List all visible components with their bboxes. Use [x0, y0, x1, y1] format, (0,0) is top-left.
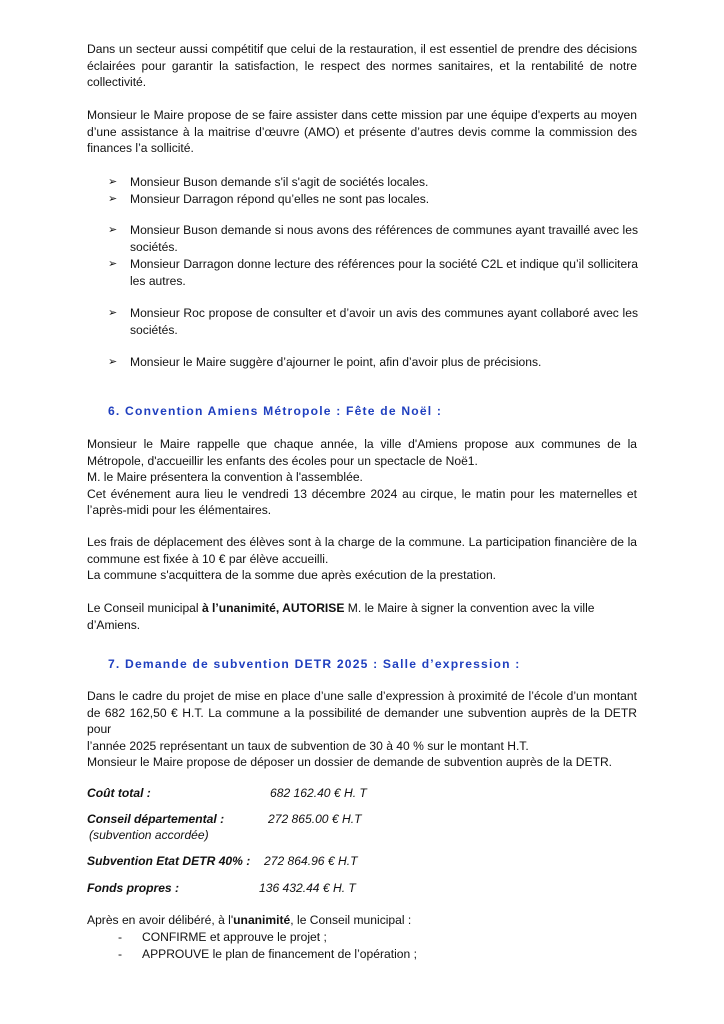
- discussion-bullet: [108, 191, 638, 208]
- financing-sublabel: (subvention accordée): [89, 828, 209, 842]
- discussion-bullet: [108, 354, 638, 371]
- text-line: l’année 2025 représentant un taux de subvention de 30 à 40 % sur le montant H.T.: [87, 738, 529, 753]
- text-line: d’une assistance à la maitrise d’œuvre (AMO) et présente d’autres devis comme la commission des: [87, 124, 637, 139]
- bullet-text: sociétés.: [130, 322, 178, 337]
- intro-paragraph-2: [87, 107, 637, 157]
- section-6-paragraph-1: [87, 436, 637, 519]
- text-line: Les frais de déplacement des élèves sont à la charge de la commune. La participation financière de la: [87, 535, 637, 549]
- arrowhead-bullet-icon: ➢: [108, 307, 118, 319]
- text-line: commune est fixée à 10 € par élève accueilli.: [87, 551, 329, 566]
- section-6-paragraph-2: [87, 534, 637, 584]
- bullet-text: Monsieur Roc propose de consulter et d’avoir un avis des communes ayant collaboré avec les: [130, 306, 638, 320]
- closing-text: , le Conseil municipal :: [290, 913, 412, 927]
- action-text: CONFIRME et approuve le projet ;: [142, 930, 327, 944]
- closing-text: Après en avoir délibéré, à l': [87, 913, 234, 927]
- bullet-text: Monsieur Darragon donne lecture des références pour la société C2L et indique qu’il sollicitera: [130, 257, 638, 271]
- bullet-text: sociétés.: [130, 239, 178, 254]
- decision-text: Le Conseil municipal: [87, 601, 202, 615]
- section-6-heading: 6. Convention Amiens Métropole : Fête de Noël :: [108, 404, 443, 418]
- text-line: Dans un secteur aussi compétitif que celui de la restauration, il est essentiel de prendre des décisions: [87, 42, 637, 56]
- section-6-decision: [87, 600, 637, 633]
- financing-label: Conseil départemental :: [87, 812, 225, 826]
- bullet-text: Monsieur Buson demande s'il s'agit de sociétés locales.: [130, 175, 429, 189]
- discussion-bullet: [108, 305, 638, 338]
- text-line: Dans le cadre du projet de mise en place d’une salle d’expression à proximité de l’école d’un montant: [87, 689, 637, 703]
- section-7-paragraph-1: [87, 688, 637, 754]
- text-line: l’après-midi pour les élémentaires.: [87, 503, 272, 517]
- text-line: La commune s'acquittera de la somme due après exécution de la prestation.: [87, 568, 497, 582]
- arrowhead-bullet-icon: ➢: [108, 224, 118, 236]
- decision-bold: à l’unanimité, AUTORISE: [201, 601, 345, 615]
- discussion-bullet: [108, 256, 638, 289]
- bullet-text: les autres.: [130, 273, 186, 288]
- discussion-bullet: [108, 222, 638, 255]
- arrowhead-bullet-icon: ➢: [108, 356, 118, 368]
- bullet-text: Monsieur Darragon répond qu’elles ne sont pas locales.: [130, 192, 430, 206]
- financing-label: Coût total :: [87, 786, 151, 800]
- text-line: éclairées pour garantir la satisfaction, le respect des normes sanitaires, et la rentabilité de notre: [87, 58, 637, 73]
- arrowhead-bullet-icon: ➢: [108, 258, 118, 270]
- text-line: Monsieur le Maire propose de déposer un dossier de demande de subvention auprès de la DETR.: [87, 755, 613, 769]
- text-line: Métropole, d'accueillir les enfants des écoles pour un spectacle de Noë1.: [87, 453, 478, 468]
- financing-value: 136 432.44 € H. T: [259, 881, 356, 895]
- closing-bold: unanimité: [233, 913, 291, 927]
- dash-bullet: -: [118, 930, 123, 944]
- financing-value: 682 162.40 € H. T: [270, 786, 367, 800]
- action-text: APPROUVE le plan de financement de l’opération ;: [142, 947, 417, 961]
- decision-text: M. le Maire à signer la convention avec la ville d’Amiens.: [87, 601, 595, 632]
- dash-bullet: -: [118, 947, 123, 961]
- arrowhead-bullet-icon: ➢: [108, 176, 118, 188]
- text-line: Cet événement aura lieu le vendredi 13 décembre 2024 au cirque, le matin pour les maternelles et: [87, 486, 637, 501]
- section-7-heading: 7. Demande de subvention DETR 2025 : Salle d’expression :: [108, 657, 521, 671]
- financing-value: 272 865.00 € H.T: [268, 812, 362, 826]
- financing-label: Fonds propres :: [87, 881, 180, 895]
- text-line: Monsieur le Maire propose de se faire assister dans cette mission par une équipe d'experts au moyen: [87, 108, 637, 122]
- section-7-paragraph-2: [87, 754, 637, 771]
- text-line: de 682 162,50 € H.T. La commune a la possibilité de demander une subvention auprès de la DETR pour: [87, 705, 637, 736]
- bullet-text: Monsieur Buson demande si nous avons des références de communes ayant travaillé avec les: [130, 223, 638, 237]
- text-line: collectivité.: [87, 75, 147, 89]
- financing-value: 272 864.96 € H.T: [264, 854, 358, 868]
- bullet-text: Monsieur le Maire suggère d’ajourner le point, afin d’avoir plus de précisions.: [130, 355, 542, 369]
- text-line: finances l’a sollicité.: [87, 141, 194, 155]
- text-line: [87, 600, 637, 633]
- text-line: Monsieur le Maire rappelle que chaque année, la ville d'Amiens propose aux communes de la: [87, 437, 637, 451]
- section-7-closing: [87, 912, 637, 929]
- discussion-bullet: [108, 174, 638, 191]
- arrowhead-bullet-icon: ➢: [108, 193, 118, 205]
- intro-paragraph-1: [87, 41, 637, 91]
- financing-label: Subvention Etat DETR 40% :: [87, 854, 251, 868]
- text-line: M. le Maire présentera la convention à l'assemblée.: [87, 470, 363, 484]
- text-line: [87, 912, 637, 929]
